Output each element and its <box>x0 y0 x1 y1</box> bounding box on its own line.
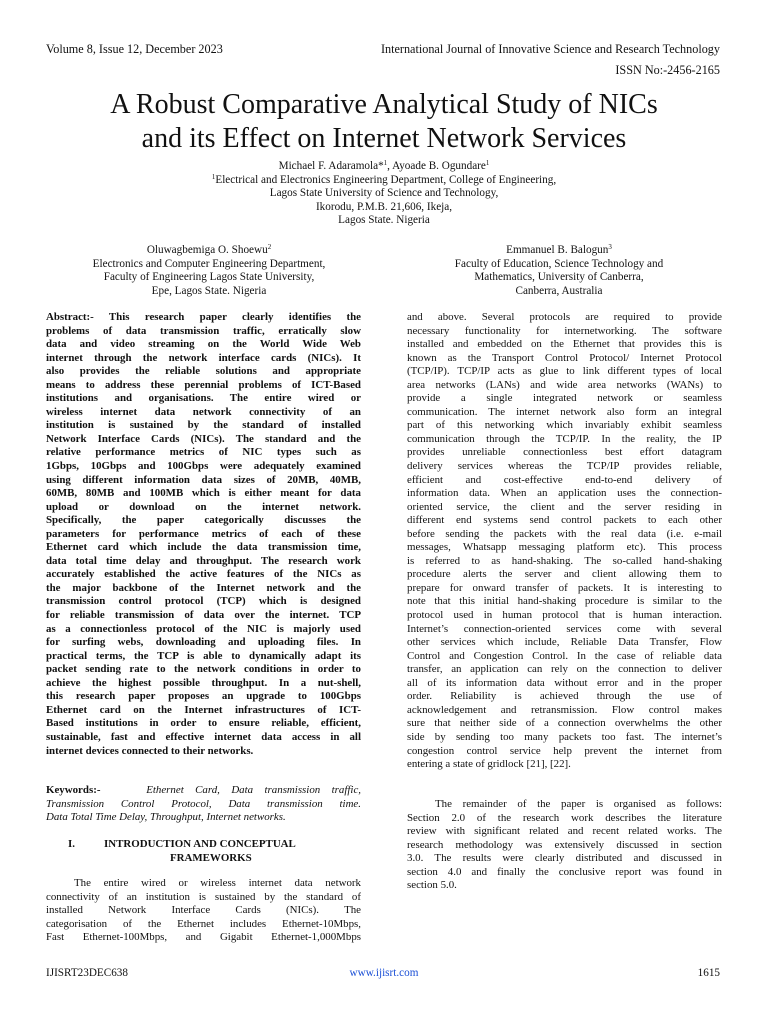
text-line: packet sending rate to the network conditions in order to <box>46 663 361 676</box>
main-author-names: Michael F. Adaramola*$^1$, Ayoade B. Ogundare$^1$ <box>278 159 490 172</box>
text-line: prepare for onward transfer of packets. It is interesting to <box>407 581 722 594</box>
text-line: problems of data transmission traffic, erratically slow <box>46 324 361 337</box>
text-line: for reliable transmission of data over the internet. TCP <box>46 609 361 622</box>
author-left-affiliation: Electronics and Computer Engineering Department, <box>92 257 326 270</box>
text-line: Specifically, the paper categorically discusses the <box>46 514 361 527</box>
paper-title <box>0 88 768 156</box>
text-line: delivery services whereas the TCP/IP provides reliable, <box>407 460 722 473</box>
text-line: 1Gbps, 10Gbps and 100Gbps were adequately examined <box>46 460 361 473</box>
affiliation-line: $^1$Electrical and Electronics Engineering Department, College of Engineering, <box>211 172 557 186</box>
author-right-affiliation: Canberra, Australia <box>515 284 603 297</box>
text-line: Section 2.0 of the research work describes the literature <box>407 811 722 824</box>
text-line: sure that neither side of a connection overwhelms the other <box>407 717 722 730</box>
intro-paragraph <box>46 877 361 945</box>
text-line: research methodology was extensively discussed in section <box>407 838 722 851</box>
text-line: this research paper proposes an upgrade to 100Gbps <box>46 690 361 703</box>
text-line: oriented service, the client and the server residing in <box>407 500 722 513</box>
text-line: and above. Several protocols are required to provide <box>407 311 722 323</box>
text-line: congestion control service help prevent the internet from <box>407 744 722 757</box>
keywords <box>46 784 361 825</box>
text-line: area networks (LANs) and wide area networks (WANs) to <box>407 378 722 391</box>
text-line: accurately established the active features of the NICs as <box>46 568 361 581</box>
text-line: installed Network Interface Cards (NICs). The <box>46 904 361 917</box>
text-line: 60MB, 80MB and 100MB which is either meant for data <box>46 487 361 500</box>
text-line: for surfing webs, downloading and uploading files. In <box>46 636 361 649</box>
text-line: Control and Congestion Control. In the case of reliable data <box>407 649 722 662</box>
text-line: before sending the packets with the real data (i.e. e-mail <box>407 527 722 540</box>
text-line: information data. When an application uses the connection- <box>407 487 722 500</box>
abstract <box>46 311 361 758</box>
text-line: Based institutions in order to ensure reliable, efficient, <box>46 717 361 730</box>
text-line: relative performance metrics of NIC types such as <box>46 446 361 459</box>
text-line: section 5.0. <box>407 879 457 892</box>
issn: ISSN No:-2456-2165 <box>615 63 720 77</box>
text-line: Ethernet card on the Internet infrastructures of ICT- <box>46 703 361 716</box>
author-left-affiliation: Faculty of Engineering Lagos State University, <box>103 271 315 284</box>
author-right-affiliation: Mathematics, University of Canberra, <box>474 271 644 284</box>
text-line: data total time delay and throughput. The research work <box>46 554 361 567</box>
author-left-block <box>46 244 372 298</box>
text-line: is referred to as hand-shaking. The so-called hand-shaking <box>407 554 722 567</box>
running-header-volume: Volume 8, Issue 12, December 2023 <box>46 42 223 56</box>
right-column-paragraph-2 <box>407 798 722 893</box>
text-line: sustainable, fast and effective internet data access in all <box>46 730 361 743</box>
text-line: institution is sustained by the standard of installed <box>46 419 361 432</box>
text-line: using different information data sizes of 20MB, 40MB, <box>46 473 361 486</box>
text-line: achieve the highest possible throughput. In a nut-shell, <box>46 676 361 689</box>
text-line: Network Interface Cards (NICs). The standard and the <box>46 432 361 445</box>
author-left-name: Oluwagbemiga O. Shoewu$^2$ <box>146 243 272 256</box>
text-line: review with significant related and recent related works. The <box>407 825 722 838</box>
text-line: transmission control protocol (TCP) which is designed <box>46 595 361 608</box>
text-line: Fast Ethernet-100Mbps, and Gigabit Ethernet-1,000Mbps <box>46 931 361 944</box>
author-left-affiliation: Epe, Lagos State. Nigeria <box>151 284 267 297</box>
text-line: communication. The internet network also form an integral <box>407 405 722 418</box>
right-column-paragraph <box>407 311 722 772</box>
text-line: transfer, an application can rely on the connection to deliver <box>407 663 722 676</box>
affiliation-line: Ikorodu, P.M.B. 21,606, Ikeja, <box>315 200 453 213</box>
text-line: section 4.0 and finally the conclusive report was found in <box>407 865 722 878</box>
text-line: institutions and organisations. The entire wired or <box>46 392 361 405</box>
text-line: means to address these perennial problems of ICT-Based <box>46 378 361 391</box>
keywords-label: Keywords:- <box>46 784 101 796</box>
text-line: side by sending too many packets too fast. The internet’s <box>407 730 722 743</box>
section-number: I. <box>68 838 75 850</box>
text-line: internet through the network interface cards (NICs). It <box>46 351 361 364</box>
author-right-affiliation: Faculty of Education, Science Technology and <box>454 257 664 270</box>
text-line: acknowledgement and retransmission. Flow control makes <box>407 703 722 716</box>
title-line: and its Effect on Internet Network Services <box>141 123 627 154</box>
text-line: upload or download on the internet network. <box>46 500 361 513</box>
text-line: also provides the reliable solutions and appropriate <box>46 365 361 378</box>
text-line: all of its information data without error and in the proper <box>407 676 722 689</box>
text-line: The remainder of the paper is organised as follows: <box>435 798 722 810</box>
text-line: different end systems send control packets to each other <box>407 514 722 527</box>
text-line: efficient and cost-effective end-to-end delivery of <box>407 473 722 486</box>
text-line: communication through the TCP/IP. In the reality, the IP <box>407 432 722 445</box>
text-line: categorisation of the Ethernet includes Ethernet-10Mbps, <box>46 917 361 930</box>
affiliation-line: Lagos State. Nigeria <box>338 214 430 227</box>
text-line: parameters for performance metrics of each of these <box>46 527 361 540</box>
text-line: provide a single integrated network or seamless <box>407 392 722 405</box>
footer-website-link[interactable]: www.ijisrt.com <box>349 967 419 979</box>
text-line: provides unreliable connectionless best effort datagram <box>407 446 722 459</box>
keywords-text: Transmission Control Protocol, Data transmission time. <box>46 797 361 810</box>
text-line: (TCP/IP). TCP/IP acts as glue to link different types of local <box>407 365 722 378</box>
text-line: as a connectionless protocol of the NIC is majorly used <box>46 622 361 635</box>
text-line: the major backbone of the Internet network and the <box>46 581 361 594</box>
text-line: protocol used in human protocol that is human interaction. <box>407 609 722 622</box>
text-line: procedure alerts the server and client allowing them to <box>407 568 722 581</box>
text-line: connectivity of an institution is sustained by the standard of <box>46 890 361 903</box>
text-line: Abstract:- This research paper clearly identifies the <box>46 311 361 323</box>
text-line: practical terms, the TCP is able to dynamically adapt its <box>46 649 361 662</box>
text-line: The entire wired or wireless internet data network <box>74 877 361 889</box>
author-right-name: Emmanuel B. Balogun$^3$ <box>506 243 612 256</box>
text-line: part of this networking which invariably exhibit seamless <box>407 419 722 432</box>
text-line: note that this initial hand-shaking procedure is similar to the <box>407 595 722 608</box>
text-line: other services which include, Reliable Data Transfer, Flow <box>407 636 722 649</box>
text-line: Internet’s connection-oriented services come with several <box>407 622 722 635</box>
text-line: wireless internet data network connectivity of an <box>46 405 361 418</box>
text-line: order. Reliability is achieved through the use of <box>407 690 722 703</box>
footer-paper-id: IJISRT23DEC638 <box>46 967 128 979</box>
running-header-journal: International Journal of Innovative Science and Research Technology <box>380 42 720 56</box>
text-line: known as the Transport Control Protocol/ Internet Protocol <box>407 351 722 364</box>
footer-page-number: 1615 <box>697 967 720 979</box>
text-line: necessary functionality for internetworking. The software <box>407 324 722 337</box>
author-right-block <box>396 244 722 298</box>
keywords-text: Ethernet Card, Data transmission traffic, <box>146 784 361 796</box>
text-line: messages, Whatsapp messaging platform etc). This process <box>407 541 722 554</box>
title-line: A Robust Comparative Analytical Study of NICs <box>110 89 658 120</box>
text-line: data and video streaming on the World Wide Web <box>46 338 361 351</box>
affiliation-line: Lagos State University of Science and Technology, <box>269 187 499 200</box>
main-authors-block <box>0 160 768 228</box>
text-line: internet devices connected to their networks. <box>46 744 254 757</box>
keywords-text: Data Total Time Delay, Throughput, Internet networks. <box>46 811 286 824</box>
text-line: 3.0. The results were clearly distributed and discussed in <box>407 852 722 865</box>
text-line: installed and embedded on the Ethernet that provides this is <box>407 338 722 351</box>
section-title-line: INTRODUCTION AND CONCEPTUAL <box>104 838 296 850</box>
text-line: Ethernet card which include the data transmission time, <box>46 541 361 554</box>
section-title-line: FRAMEWORKS <box>170 851 252 864</box>
text-line: entering a state of gridlock [21], [22]. <box>407 758 571 771</box>
